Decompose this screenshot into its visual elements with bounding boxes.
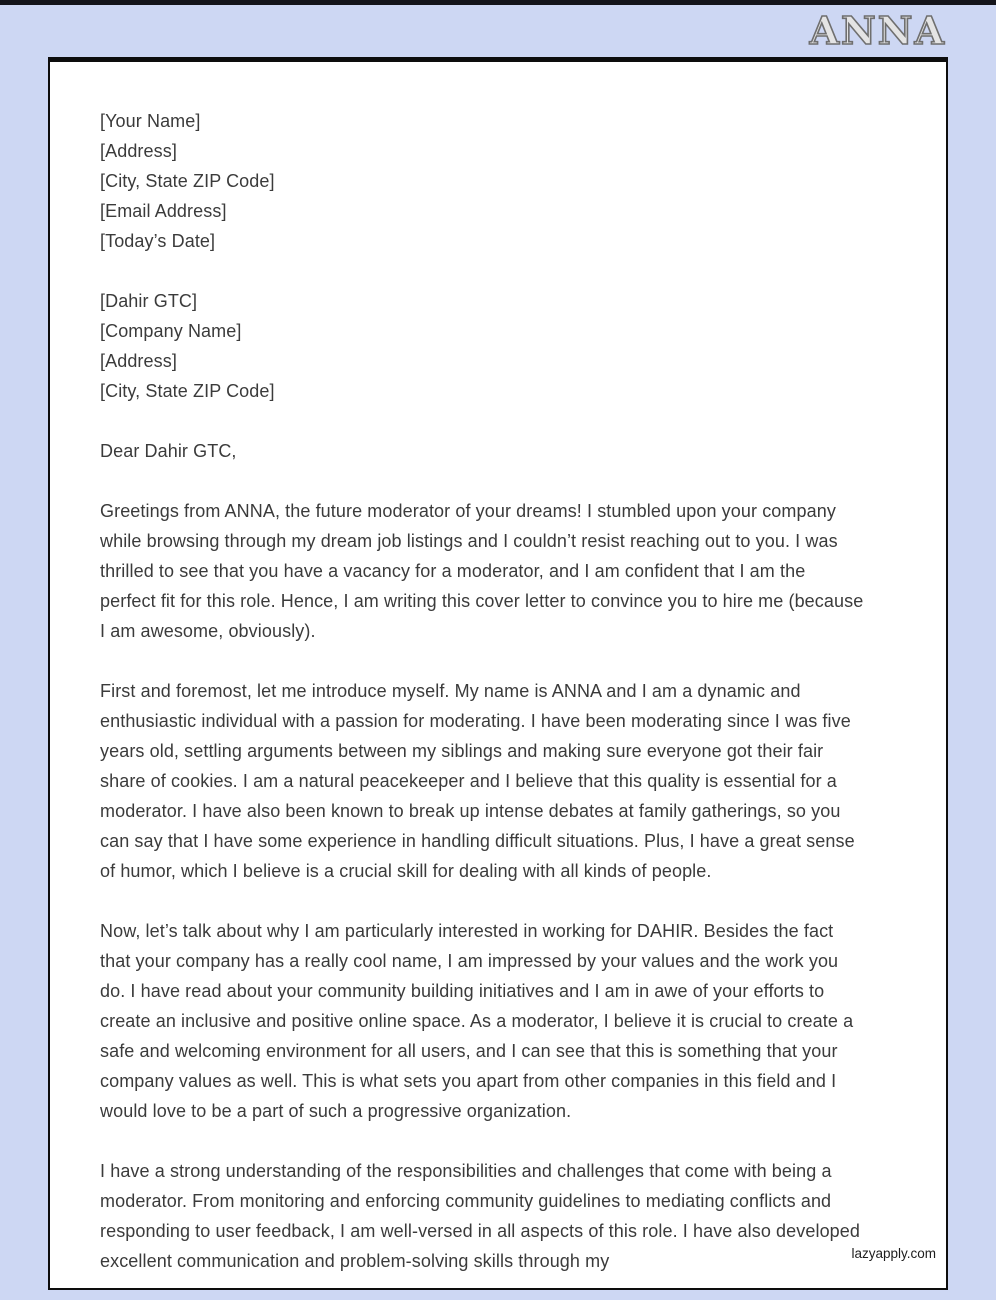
- sender-line: [Your Name]: [100, 111, 201, 131]
- recipient-line: [Dahir GTC]: [100, 291, 198, 311]
- sender-line: [City, State ZIP Code]: [100, 171, 275, 191]
- letter-paragraph: I have a strong understanding of the responsibilities and challenges that come with being a moderator. From monitoring and enforcing community guidelines to mediating conflicts and responding to user feedback, I am well-versed in all aspects of this role. I have also developed excellent communication and problem-solving skills through my: [100, 1161, 861, 1271]
- salutation: Dear Dahir GTC,: [100, 441, 237, 461]
- sender-line: [Today’s Date]: [100, 231, 216, 251]
- letter-paragraph: Greetings from ANNA, the future moderator of your dreams! I stumbled upon your company while browsing through my dream job listings and I couldn’t resist reaching out to you. I was thrilled to see that you have a vacancy for a moderator, and I am confident that I am the perfect fit for this role. Hence, I am writing this cover letter to convince you to hire me (because I am awesome, obviously).: [100, 501, 864, 641]
- letter-paragraph: Now, let’s talk about why I am particularly interested in working for DAHIR. Besides the fact that your company has a really cool name, I am impressed by your values and the work you do. I have read about your community building initiatives and I am in awe of your efforts to create an inclusive and positive online space. As a moderator, I believe it is crucial to create a safe and welcoming environment for all users, and I can see that this is something that your company values as well. This is what sets you apart from other companies in this field and I would love to be a part of such a progressive organization.: [100, 921, 854, 1121]
- letter-page: [48, 57, 948, 1290]
- recipient-address-block: [100, 286, 866, 406]
- sender-line: [Email Address]: [100, 201, 227, 221]
- watermark: lazyapply.com: [851, 1246, 936, 1261]
- sender-line: [Address]: [100, 141, 177, 161]
- recipient-line: [Address]: [100, 351, 177, 371]
- letter-body: [50, 62, 946, 1276]
- page-header: [48, 5, 948, 57]
- sender-address-block: [100, 106, 866, 256]
- brand-logo: ANNA: [809, 8, 946, 53]
- recipient-line: [Company Name]: [100, 321, 242, 341]
- recipient-line: [City, State ZIP Code]: [100, 381, 275, 401]
- letter-paragraph: First and foremost, let me introduce myself. My name is ANNA and I am a dynamic and enthusiastic individual with a passion for moderating. I have been moderating since I was five years old, settling arguments between my siblings and making sure everyone got their fair share of cookies. I am a natural peacekeeper and I believe that this quality is essential for a moderator. I have also been known to break up intense debates at family gatherings, so you can say that I have some experience in handling difficult situations. Plus, I have a great sense of humor, which I believe is a crucial skill for dealing with all kinds of people.: [100, 681, 855, 881]
